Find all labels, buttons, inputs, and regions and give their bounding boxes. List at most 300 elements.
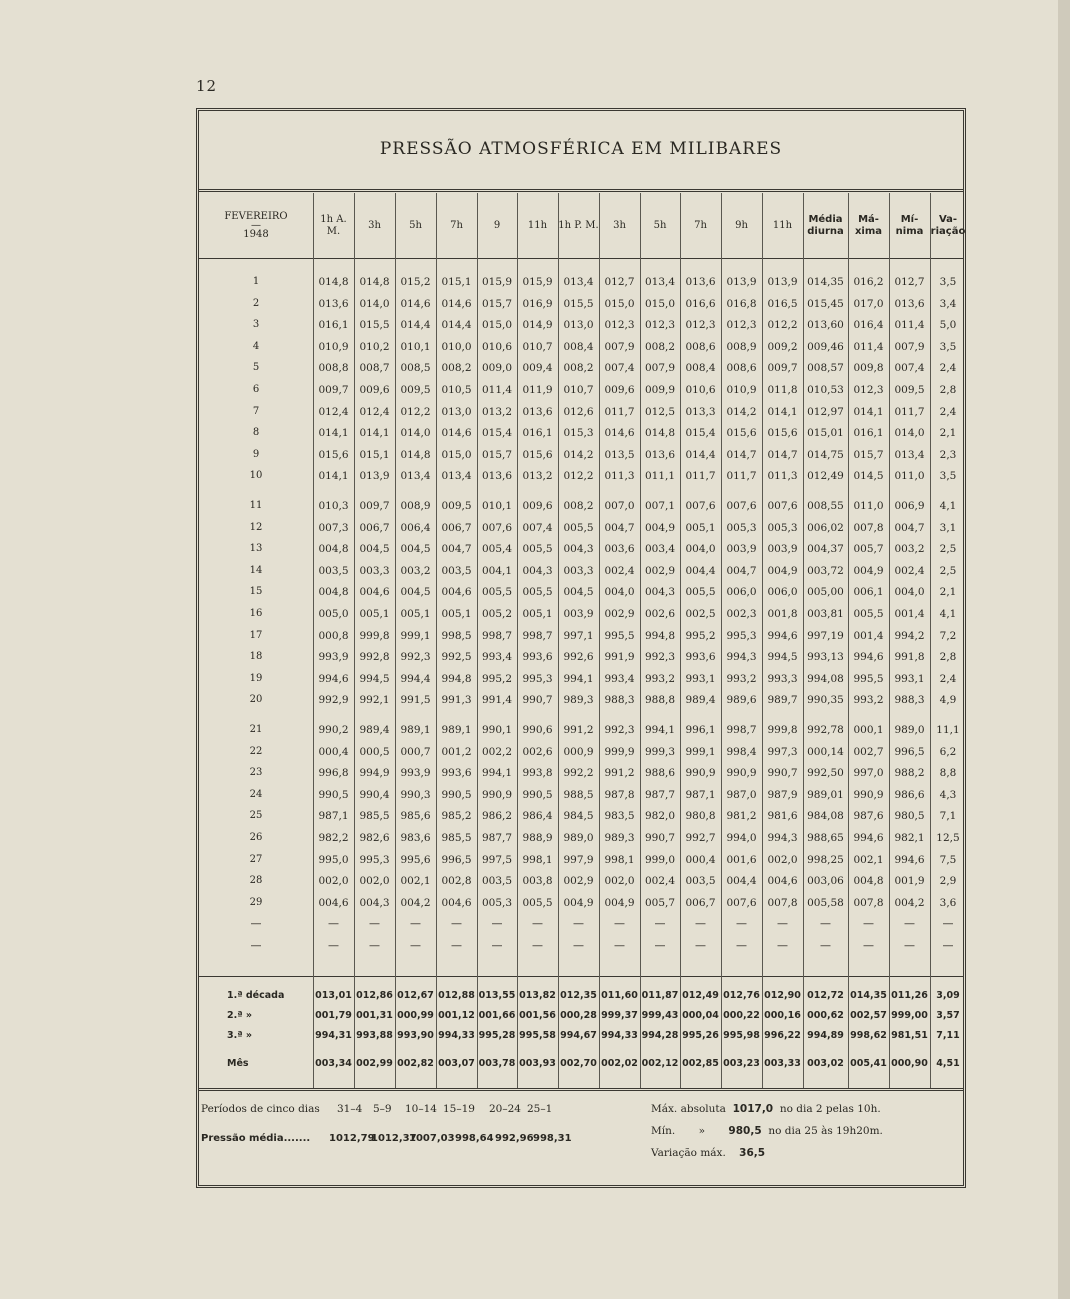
value-cell: 990,3 bbox=[400, 788, 431, 801]
empty-marker: — bbox=[328, 939, 339, 953]
value-cell: 014,0 bbox=[400, 427, 431, 440]
value-cell: 984,5 bbox=[563, 810, 594, 823]
value-cell: 001,2 bbox=[441, 745, 472, 758]
value-cell: 000,8 bbox=[318, 629, 349, 642]
value-cell: 007,6 bbox=[481, 521, 513, 534]
value-cell: 998,4 bbox=[726, 745, 757, 758]
value-cell: 007,3 bbox=[318, 521, 349, 534]
value-cell: 012,2 bbox=[767, 319, 798, 332]
value-cell: 015,4 bbox=[481, 427, 513, 440]
value-cell: 012,4 bbox=[359, 405, 390, 418]
value-cell: 013,4 bbox=[441, 470, 472, 483]
summary-value: 012,86 bbox=[356, 990, 393, 1001]
value-cell: 005,00 bbox=[807, 586, 844, 599]
value-cell: 000,5 bbox=[359, 745, 390, 758]
mean-pressure-value: 1007,03 bbox=[409, 1133, 455, 1144]
value-cell: 989,01 bbox=[807, 788, 844, 801]
value-cell: 987,7 bbox=[481, 832, 513, 844]
value-cell: 983,5 bbox=[604, 810, 635, 823]
value-cell: 010,0 bbox=[441, 340, 472, 353]
value-cell: 993,6 bbox=[685, 651, 716, 664]
value-cell: 009,7 bbox=[318, 384, 349, 396]
value-cell: 002,1 bbox=[853, 853, 884, 866]
value-cell: 988,65 bbox=[807, 832, 844, 844]
value-cell: 012,3 bbox=[853, 384, 884, 396]
value-cell: 014,6 bbox=[441, 297, 472, 310]
value-cell: 999,9 bbox=[604, 745, 635, 758]
value-cell: 014,1 bbox=[359, 427, 390, 440]
value-cell: 992,50 bbox=[807, 767, 844, 780]
value-cell: 017,0 bbox=[853, 297, 884, 310]
day-cell: 24 bbox=[249, 788, 263, 800]
value-cell: 999,1 bbox=[400, 629, 431, 642]
value-cell: 002,1 bbox=[400, 875, 431, 888]
value-cell: 009,2 bbox=[767, 340, 798, 353]
value-cell: 998,7 bbox=[726, 724, 757, 736]
value-cell: 994,5 bbox=[767, 651, 798, 664]
value-cell: 015,7 bbox=[481, 448, 513, 461]
summary-value: 994,31 bbox=[315, 1030, 352, 1041]
day-cell: 15 bbox=[249, 586, 263, 598]
value-cell: 999,0 bbox=[644, 853, 676, 866]
empty-marker: — bbox=[863, 939, 874, 953]
value-cell: 012,49 bbox=[807, 470, 844, 483]
summary-value: 012,35 bbox=[560, 990, 597, 1001]
value-cell: 004,3 bbox=[563, 543, 594, 556]
value-cell: 2,3 bbox=[939, 448, 957, 461]
day-cell: 1 bbox=[252, 276, 260, 287]
empty-marker: — bbox=[614, 939, 625, 953]
value-cell: 990,5 bbox=[318, 788, 349, 801]
value-cell: 987,0 bbox=[726, 788, 757, 801]
value-cell: 011,7 bbox=[685, 470, 716, 483]
day-cell: 8 bbox=[252, 427, 260, 439]
value-cell: 990,6 bbox=[522, 724, 553, 736]
summary-value: 999,43 bbox=[641, 1010, 679, 1021]
value-cell: 989,7 bbox=[767, 694, 798, 707]
summary-value: 994,33 bbox=[601, 1030, 638, 1041]
value-cell: 2,4 bbox=[939, 672, 957, 685]
value-cell: 014,1 bbox=[767, 405, 798, 418]
value-cell: 013,4 bbox=[400, 470, 431, 483]
value-cell: 995,5 bbox=[604, 629, 635, 642]
value-cell: 990,35 bbox=[807, 694, 844, 707]
summary-value: 001,79 bbox=[315, 1010, 352, 1021]
day-cell: 26 bbox=[249, 832, 263, 843]
value-cell: 999,1 bbox=[685, 745, 716, 758]
column-divider bbox=[930, 193, 931, 1088]
value-cell: 003,9 bbox=[767, 543, 798, 556]
value-cell: 002,5 bbox=[685, 608, 716, 620]
summary-value: 981,51 bbox=[891, 1030, 928, 1041]
column-header: 1h P. M. bbox=[558, 220, 599, 231]
value-cell: 016,1 bbox=[318, 319, 349, 332]
column-header: 7h bbox=[694, 220, 707, 231]
empty-marker: — bbox=[942, 917, 954, 931]
value-cell: 992,3 bbox=[400, 651, 431, 664]
summary-value: 000,28 bbox=[560, 1010, 597, 1021]
summary-value: 3,57 bbox=[936, 1010, 960, 1021]
value-cell: 011,3 bbox=[767, 470, 798, 483]
value-cell: 005,7 bbox=[853, 543, 884, 556]
value-cell: 003,5 bbox=[685, 875, 716, 888]
value-cell: 012,5 bbox=[644, 405, 676, 418]
value-cell: 009,6 bbox=[522, 500, 553, 512]
value-cell: 992,3 bbox=[604, 724, 635, 736]
value-cell: 003,72 bbox=[807, 564, 844, 577]
value-cell: 993,2 bbox=[644, 672, 676, 685]
value-cell: 985,5 bbox=[441, 832, 472, 844]
column-divider bbox=[517, 193, 518, 1088]
value-cell: 7,1 bbox=[939, 810, 957, 823]
value-cell: 011,4 bbox=[481, 384, 513, 396]
column-header: 9h bbox=[735, 220, 748, 231]
summary-value: 001,12 bbox=[438, 1010, 475, 1021]
column-header: 1h A. M. bbox=[320, 214, 347, 237]
summary-value: 013,55 bbox=[478, 990, 516, 1001]
mean-pressure-value: 992,96 bbox=[495, 1133, 534, 1144]
min-absolute-value: 980,5 bbox=[728, 1125, 762, 1137]
day-cell: 9 bbox=[252, 448, 260, 460]
title-divider bbox=[199, 189, 963, 192]
empty-marker: — bbox=[904, 917, 915, 931]
value-cell: 009,4 bbox=[522, 362, 553, 375]
value-cell: 980,5 bbox=[894, 810, 925, 823]
value-cell: 989,0 bbox=[563, 832, 594, 844]
value-cell: 005,7 bbox=[644, 896, 676, 909]
day-cell: 4 bbox=[252, 340, 260, 352]
value-cell: 006,0 bbox=[726, 586, 757, 599]
empty-marker: — bbox=[369, 917, 380, 931]
empty-marker: — bbox=[904, 939, 915, 953]
value-cell: 013,6 bbox=[685, 276, 716, 288]
value-cell: 015,7 bbox=[853, 448, 884, 461]
value-cell: 015,1 bbox=[441, 276, 472, 288]
value-cell: 014,9 bbox=[522, 319, 553, 332]
value-cell: 010,7 bbox=[522, 340, 553, 353]
value-cell: 014,4 bbox=[400, 319, 431, 332]
value-cell: 008,2 bbox=[563, 362, 594, 375]
value-cell: 014,6 bbox=[604, 427, 635, 440]
column-divider bbox=[680, 193, 681, 1088]
summary-value: 012,67 bbox=[397, 990, 434, 1001]
value-cell: 007,6 bbox=[767, 500, 798, 512]
value-cell: 005,0 bbox=[318, 608, 349, 620]
day-cell: 17 bbox=[249, 629, 263, 641]
period-range: 31–4 bbox=[337, 1103, 363, 1115]
value-cell: 012,3 bbox=[644, 319, 676, 332]
empty-marker: — bbox=[614, 917, 625, 931]
max-absolute-line bbox=[651, 1103, 881, 1115]
value-cell: 015,9 bbox=[481, 276, 513, 288]
empty-marker: — bbox=[410, 917, 421, 931]
value-cell: 992,6 bbox=[563, 651, 594, 664]
value-cell: 985,2 bbox=[441, 810, 472, 823]
value-cell: 988,5 bbox=[563, 788, 594, 801]
empty-marker: — bbox=[736, 917, 747, 931]
value-cell: 986,6 bbox=[894, 788, 925, 801]
value-cell: 002,0 bbox=[318, 875, 349, 888]
value-cell: 994,8 bbox=[441, 672, 472, 685]
value-cell: 994,6 bbox=[853, 651, 884, 664]
value-cell: 010,2 bbox=[359, 340, 390, 353]
value-cell: 013,6 bbox=[481, 470, 513, 483]
value-cell: 011,3 bbox=[604, 470, 635, 483]
value-cell: 016,6 bbox=[685, 297, 716, 310]
value-cell: 992,5 bbox=[441, 651, 472, 664]
value-cell: 004,3 bbox=[522, 564, 553, 577]
value-cell: 12,5 bbox=[936, 832, 960, 844]
value-cell: 008,55 bbox=[807, 500, 844, 512]
column-header: 5h bbox=[653, 220, 667, 231]
value-cell: 013,9 bbox=[726, 276, 757, 288]
max-absolute-label: Máx. absoluta bbox=[651, 1103, 726, 1115]
value-cell: 010,3 bbox=[318, 500, 349, 512]
value-cell: 011,9 bbox=[522, 384, 553, 396]
value-cell: 014,8 bbox=[644, 427, 676, 440]
value-cell: 012,97 bbox=[807, 405, 844, 418]
value-cell: 005,1 bbox=[522, 608, 553, 620]
value-cell: 008,9 bbox=[726, 340, 757, 353]
value-cell: 4,9 bbox=[939, 694, 957, 707]
value-cell: 2,4 bbox=[939, 405, 957, 418]
summary-label: 1.ª década bbox=[227, 990, 285, 1001]
value-cell: 003,2 bbox=[400, 564, 431, 577]
value-cell: 997,5 bbox=[481, 853, 513, 866]
summary-value: 003,02 bbox=[807, 1058, 844, 1069]
value-cell: 994,9 bbox=[359, 767, 390, 780]
value-cell: 4,1 bbox=[939, 500, 957, 512]
value-cell: 004,5 bbox=[400, 586, 431, 599]
value-cell: 016,1 bbox=[522, 427, 553, 440]
value-cell: 995,0 bbox=[318, 853, 349, 866]
day-cell: 25 bbox=[249, 810, 263, 822]
value-cell: 004,6 bbox=[767, 875, 798, 888]
value-cell: 015,3 bbox=[563, 427, 594, 440]
column-divider bbox=[889, 193, 890, 1088]
value-cell: 014,0 bbox=[359, 297, 390, 310]
day-cell: 11 bbox=[249, 500, 263, 511]
value-cell: 012,6 bbox=[563, 405, 594, 418]
value-cell: 012,7 bbox=[604, 276, 635, 288]
day-cell: 14 bbox=[249, 564, 263, 576]
value-cell: 016,8 bbox=[726, 297, 757, 310]
value-cell: 011,0 bbox=[853, 500, 884, 512]
value-cell: 016,4 bbox=[853, 319, 884, 332]
value-cell: 989,4 bbox=[685, 694, 716, 707]
value-cell: 998,25 bbox=[807, 853, 844, 866]
value-cell: 2,4 bbox=[939, 362, 957, 375]
summary-value: 011,87 bbox=[641, 990, 679, 1001]
mean-pressure-value: 1012,37 bbox=[371, 1133, 417, 1144]
value-cell: 011,4 bbox=[853, 340, 884, 353]
value-cell: 010,1 bbox=[481, 500, 513, 512]
value-cell: 014,7 bbox=[767, 448, 798, 461]
value-cell: 004,7 bbox=[894, 521, 925, 534]
value-cell: 990,2 bbox=[318, 724, 349, 736]
value-cell: 998,1 bbox=[604, 853, 635, 866]
value-cell: 007,9 bbox=[894, 340, 925, 353]
summary-value: 4,51 bbox=[936, 1058, 960, 1069]
value-cell: 010,1 bbox=[400, 340, 431, 353]
value-cell: 005,4 bbox=[481, 543, 513, 556]
value-cell: 010,5 bbox=[441, 384, 472, 396]
value-cell: 004,6 bbox=[318, 896, 349, 909]
day-cell: 18 bbox=[249, 651, 263, 663]
value-cell: 992,2 bbox=[563, 767, 594, 780]
value-cell: 3,5 bbox=[939, 340, 957, 353]
summary-value: 002,70 bbox=[560, 1058, 597, 1069]
column-header: Mí-nima bbox=[895, 214, 924, 237]
summary-value: 012,88 bbox=[438, 990, 475, 1001]
value-cell: 003,5 bbox=[481, 875, 513, 888]
value-cell: 000,1 bbox=[853, 724, 884, 736]
value-cell: 013,9 bbox=[767, 276, 798, 288]
value-cell: 014,0 bbox=[894, 427, 925, 440]
value-cell: 994,3 bbox=[726, 651, 757, 664]
value-cell: 989,6 bbox=[726, 694, 757, 707]
summary-value: 003,33 bbox=[764, 1058, 801, 1069]
value-cell: 3,5 bbox=[939, 470, 957, 483]
value-cell: 994,1 bbox=[644, 724, 676, 736]
value-cell: 990,7 bbox=[767, 767, 798, 780]
value-cell: 999,8 bbox=[767, 724, 798, 736]
value-cell: 014,7 bbox=[726, 448, 757, 461]
value-cell: 004,5 bbox=[359, 543, 390, 556]
value-cell: 013,3 bbox=[685, 405, 716, 418]
summary-value: 001,66 bbox=[478, 1010, 516, 1021]
empty-marker: — bbox=[654, 917, 666, 931]
empty-marker: — bbox=[777, 917, 788, 931]
empty-marker: — bbox=[250, 917, 262, 931]
day-cell: 29 bbox=[249, 896, 263, 908]
value-cell: 2,5 bbox=[939, 564, 957, 577]
value-cell: 005,58 bbox=[807, 896, 844, 909]
summary-value: 002,82 bbox=[397, 1058, 434, 1069]
value-cell: 003,06 bbox=[807, 875, 844, 888]
value-cell: 014,5 bbox=[853, 470, 884, 483]
value-cell: 013,0 bbox=[441, 405, 472, 418]
value-cell: 002,0 bbox=[767, 853, 798, 866]
value-cell: 990,4 bbox=[359, 788, 390, 801]
value-cell: 999,8 bbox=[359, 629, 390, 642]
day-cell: 7 bbox=[252, 405, 260, 417]
value-cell: 981,2 bbox=[726, 810, 757, 823]
value-cell: 015,4 bbox=[685, 427, 716, 440]
value-cell: 002,7 bbox=[853, 745, 884, 758]
value-cell: 982,1 bbox=[894, 832, 925, 844]
value-cell: 6,2 bbox=[939, 745, 957, 758]
value-cell: 994,1 bbox=[481, 767, 513, 780]
value-cell: 993,4 bbox=[604, 672, 635, 685]
empty-marker: — bbox=[736, 939, 747, 953]
value-cell: 015,6 bbox=[522, 448, 553, 461]
value-cell: 004,5 bbox=[563, 586, 594, 599]
value-cell: 014,4 bbox=[441, 319, 472, 332]
value-cell: 995,3 bbox=[359, 853, 390, 866]
value-cell: 003,3 bbox=[563, 564, 594, 577]
value-cell: 004,3 bbox=[359, 896, 390, 909]
value-cell: 012,2 bbox=[400, 405, 431, 418]
value-cell: 993,2 bbox=[853, 694, 884, 707]
value-cell: 011,8 bbox=[767, 384, 798, 396]
value-cell: 987,1 bbox=[318, 810, 349, 823]
value-cell: 005,3 bbox=[767, 521, 798, 534]
value-cell: 004,3 bbox=[644, 586, 676, 599]
value-cell: 005,3 bbox=[726, 521, 757, 534]
value-cell: 993,13 bbox=[807, 651, 844, 664]
value-cell: 014,8 bbox=[400, 448, 431, 461]
value-cell: 014,8 bbox=[359, 276, 390, 288]
value-cell: 008,9 bbox=[400, 500, 431, 512]
value-cell: 001,4 bbox=[894, 608, 925, 620]
value-cell: 001,4 bbox=[853, 629, 884, 642]
empty-marker: — bbox=[328, 917, 339, 931]
value-cell: 993,6 bbox=[522, 651, 553, 664]
value-cell: 988,6 bbox=[644, 767, 676, 780]
value-cell: 994,6 bbox=[894, 853, 925, 866]
value-cell: 001,8 bbox=[767, 608, 798, 620]
value-cell: 007,6 bbox=[685, 500, 716, 512]
value-cell: 004,9 bbox=[604, 896, 635, 909]
value-cell: 008,8 bbox=[318, 362, 349, 375]
value-cell: 016,2 bbox=[853, 276, 884, 288]
value-cell: 004,1 bbox=[481, 564, 513, 577]
summary-label: Mês bbox=[227, 1058, 249, 1069]
empty-marker: — bbox=[942, 939, 954, 953]
value-cell: 989,3 bbox=[604, 832, 635, 844]
day-cell: 10 bbox=[249, 470, 263, 482]
value-cell: 014,1 bbox=[318, 470, 349, 483]
value-cell: 007,8 bbox=[853, 896, 884, 909]
summary-value: 002,99 bbox=[356, 1058, 393, 1069]
value-cell: 012,4 bbox=[318, 405, 349, 418]
value-cell: 995,2 bbox=[481, 672, 513, 685]
column-header: Média diurna bbox=[807, 214, 844, 237]
summary-value: 995,98 bbox=[723, 1030, 760, 1041]
value-cell: 990,9 bbox=[726, 767, 757, 780]
month-header: FEVEREIRO — 1948 bbox=[224, 211, 288, 240]
value-cell: 004,6 bbox=[441, 896, 472, 909]
value-cell: 994,08 bbox=[807, 672, 844, 685]
value-cell: 985,5 bbox=[359, 810, 390, 823]
value-cell: 3,1 bbox=[939, 521, 957, 534]
value-cell: 000,7 bbox=[400, 745, 431, 758]
value-cell: 004,9 bbox=[563, 896, 594, 909]
value-cell: 008,4 bbox=[563, 340, 594, 353]
value-cell: 007,1 bbox=[644, 500, 676, 512]
value-cell: 991,9 bbox=[604, 651, 635, 664]
value-cell: 007,4 bbox=[894, 362, 925, 375]
empty-marker: — bbox=[451, 917, 462, 931]
value-cell: 994,6 bbox=[853, 832, 884, 844]
value-cell: 011,0 bbox=[894, 470, 925, 483]
value-cell: 998,1 bbox=[522, 853, 553, 866]
value-cell: 013,9 bbox=[359, 470, 390, 483]
period-range: 25–1 bbox=[527, 1103, 553, 1115]
empty-marker: — bbox=[695, 939, 706, 953]
day-cell: 2 bbox=[252, 297, 260, 309]
value-cell: 003,4 bbox=[644, 543, 676, 556]
value-cell: 008,2 bbox=[563, 500, 594, 512]
value-cell: 005,1 bbox=[359, 608, 390, 620]
value-cell: 001,9 bbox=[894, 875, 925, 888]
summary-value: 001,31 bbox=[356, 1010, 393, 1021]
value-cell: 004,7 bbox=[441, 543, 472, 556]
day-cell: 12 bbox=[249, 521, 263, 533]
value-cell: 006,7 bbox=[685, 896, 716, 909]
empty-marker: — bbox=[695, 917, 706, 931]
